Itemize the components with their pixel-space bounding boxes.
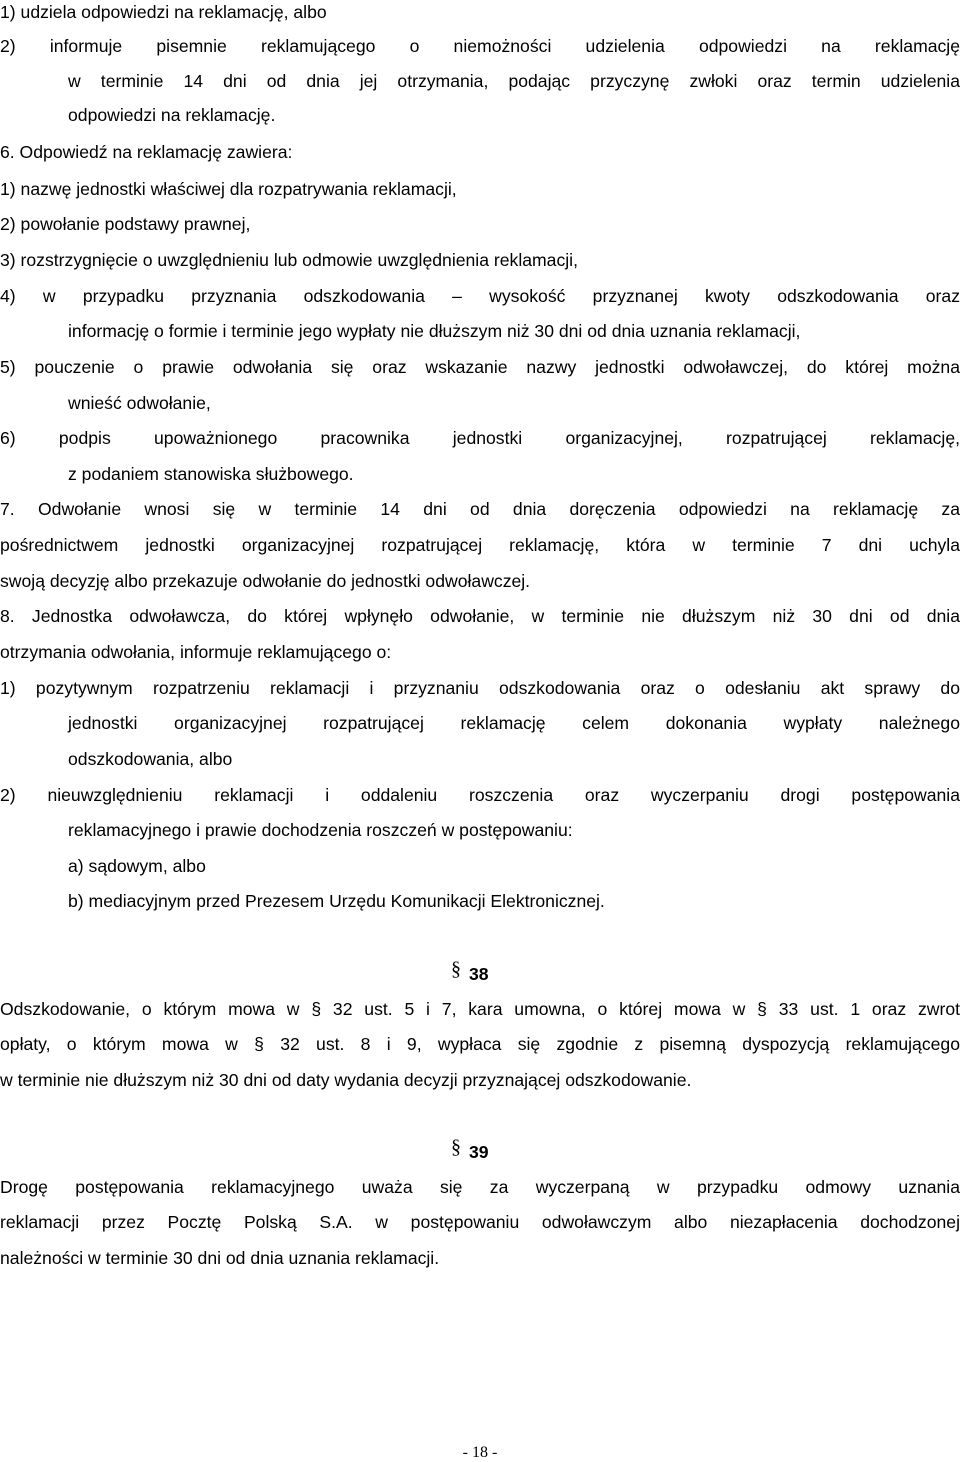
- list-item: 2) nieuwzględnieniu reklamacji i oddaleniu roszczenia oraz wyczerpaniu drogi postępowania: [0, 785, 960, 805]
- list-item: 5) pouczenie o prawie odwołania się oraz wskazanie nazwy jednostki odwoławczej, do której można: [0, 357, 960, 377]
- section-39-text: należności w terminie 30 dni od dnia uznania reklamacji.: [0, 1248, 440, 1268]
- list-item: 1) udziela odpowiedzi na reklamację, albo: [0, 2, 327, 22]
- list-item: 1) pozytywnym rozpatrzeniu reklamacji i przyznaniu odszkodowania oraz o odesłaniu akt sprawy do: [0, 678, 960, 698]
- list-item-continuation: reklamacyjnego i prawie dochodzenia roszczeń w postępowaniu:: [68, 820, 573, 840]
- list-item-continuation: jednostki organizacyjnej rozpatrującej reklamację celem dokonania wypłaty należnego: [68, 713, 960, 733]
- sub-list-item: b) mediacyjnym przed Prezesem Urzędu Komunikacji Elektronicznej.: [68, 891, 605, 911]
- point-7-text: pośrednictwem jednostki organizacyjnej rozpatrującej reklamację, która w terminie 7 dni uchyla: [0, 535, 960, 555]
- list-item-continuation: z podaniem stanowiska służbowego.: [68, 464, 354, 484]
- list-item: 4) w przypadku przyznania odszkodowania – wysokość przyznanej kwoty odszkodowania oraz: [0, 286, 960, 306]
- section-38-text: opłaty, o którym mowa w § 32 ust. 8 i 9, wypłaca się zgodnie z pisemną dyspozycją reklamującego: [0, 1034, 960, 1054]
- point-6-heading: 6. Odpowiedź na reklamację zawiera:: [0, 142, 293, 162]
- list-item-continuation: odszkodowania, albo: [68, 749, 233, 769]
- list-item: 3) rozstrzygnięcie o uwzględnieniu lub odmowie uwzględnienia reklamacji,: [0, 250, 578, 270]
- section-39-text: Drogę postępowania reklamacyjnego uważa się za wyczerpaną w przypadku odmowy uznania: [0, 1177, 960, 1197]
- point-7-text: swoją decyzję albo przekazuje odwołanie do jednostki odwoławczej.: [0, 571, 531, 591]
- point-7-text: 7. Odwołanie wnosi się w terminie 14 dni od dnia doręczenia odpowiedzi na reklamację za: [0, 499, 960, 519]
- list-item: 1) nazwę jednostki właściwej dla rozpatrywania reklamacji,: [0, 179, 457, 199]
- list-item-continuation: wnieść odwołanie,: [68, 393, 211, 413]
- list-item: 6) podpis upoważnionego pracownika jednostki organizacyjnej, rozpatrującej reklamację,: [0, 428, 960, 448]
- list-item-continuation: informację o formie i terminie jego wypłaty nie dłuższym niż 30 dni od dnia uznania reklamacji,: [68, 321, 801, 341]
- section-38-text: Odszkodowanie, o którym mowa w § 32 ust. 5 i 7, kara umowna, o której mowa w § 33 ust. 1 oraz zwrot: [0, 999, 960, 1019]
- sub-list-item: a) sądowym, albo: [68, 856, 206, 876]
- list-item: 2) powołanie podstawy prawnej,: [0, 214, 251, 234]
- section-number: 38: [469, 964, 489, 984]
- list-item-continuation: w terminie 14 dni od dnia jej otrzymania, podając przyczynę zwłoki oraz termin udzielenia: [68, 71, 960, 91]
- section-sign: §: [451, 1136, 461, 1158]
- point-8-text: otrzymania odwołania, informuje reklamującego o:: [0, 642, 392, 662]
- list-item-continuation: odpowiedzi na reklamację.: [68, 105, 276, 125]
- page-number: - 18 -: [462, 1444, 498, 1461]
- point-8-text: 8. Jednostka odwoławcza, do której wpłynęło odwołanie, w terminie nie dłuższym niż 30 dni od dnia: [0, 606, 960, 626]
- section-39-text: reklamacji przez Pocztę Polską S.A. w postępowaniu odwoławczym albo niezapłacenia dochodzonej: [0, 1212, 960, 1232]
- section-sign: §: [451, 958, 461, 980]
- list-item: 2) informuje pisemnie reklamującego o niemożności udzielenia odpowiedzi na reklamację: [0, 36, 960, 56]
- section-number: 39: [469, 1142, 489, 1162]
- section-38-text: w terminie nie dłuższym niż 30 dni od daty wydania decyzji przyznającej odszkodowanie.: [0, 1070, 692, 1090]
